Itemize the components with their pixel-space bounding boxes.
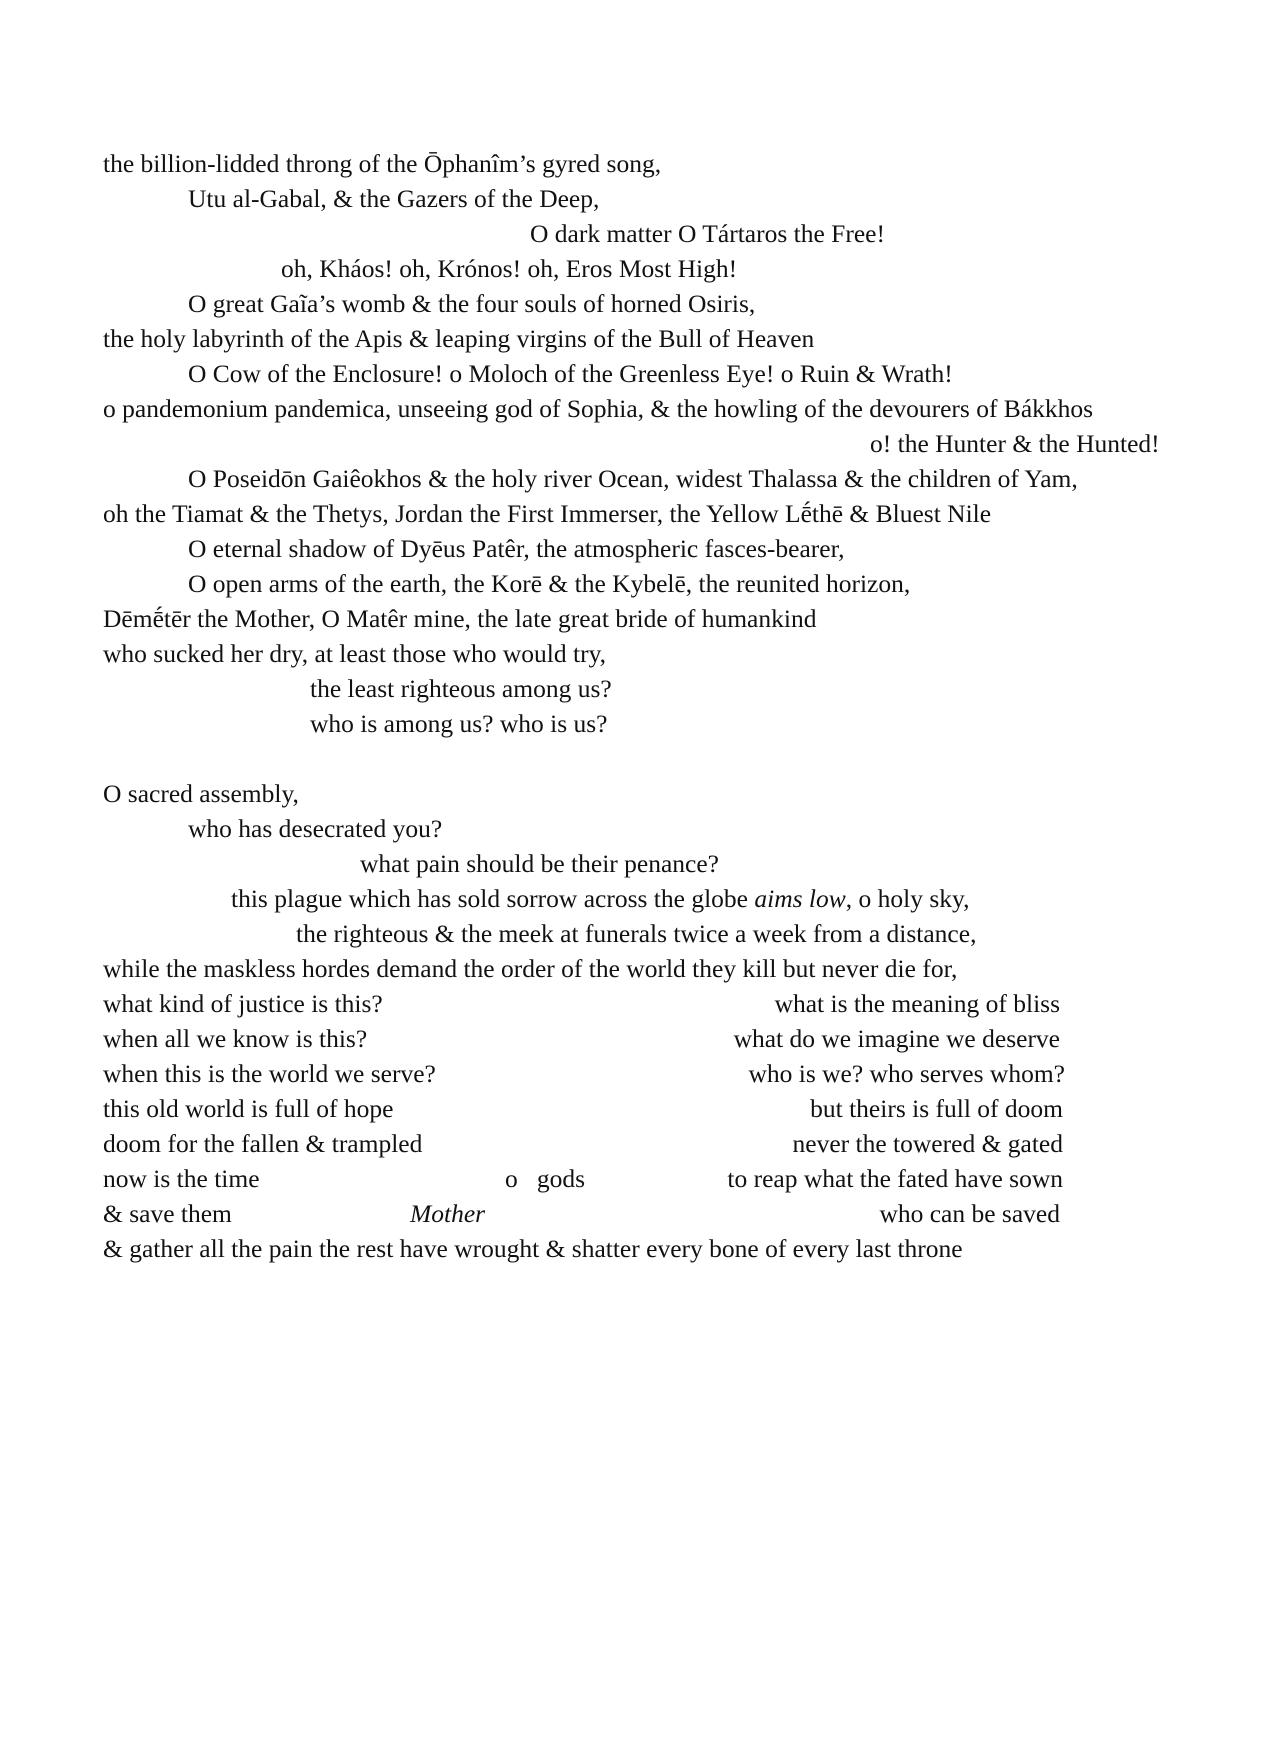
poem-left-column-line: now is the time <box>103 1164 260 1193</box>
poem-middle-word: Mother <box>410 1199 486 1228</box>
poem-line: & gather all the pain the rest have wrought & shatter every bone of every last throne <box>103 1234 963 1263</box>
poem-text: this plague which has sold sorrow across the globe <box>231 884 755 913</box>
poem-right-column-line: but theirs is full of doom <box>810 1094 1063 1123</box>
poem-line <box>231 882 970 916</box>
poem-line: O open arms of the earth, the Korē & the Kybelē, the reunited horizon, <box>188 569 911 598</box>
poem-left-column-line: what kind of justice is this? <box>103 989 383 1018</box>
poem-right-column-line: what is the meaning of bliss <box>774 989 1060 1018</box>
poem-line: o pandemonium pandemica, unseeing god of Sophia, & the howling of the devourers of Bákkhos <box>103 394 1094 423</box>
poem-line: what pain should be their penance? <box>360 849 719 878</box>
poem-right-column-line: who can be saved <box>879 1199 1060 1228</box>
poem-line: the holy labyrinth of the Apis & leaping virgins of the Bull of Heaven <box>103 324 815 353</box>
poem-middle-word: o gods <box>505 1164 586 1193</box>
poem-right-column-line: never the towered & gated <box>792 1129 1063 1158</box>
poem-line: O great Gaĩa’s womb & the four souls of horned Osiris, <box>188 289 756 318</box>
poem-line: O sacred assembly, <box>103 779 299 808</box>
poem-line: Utu al-Gabal, & the Gazers of the Deep, <box>188 184 600 213</box>
poem-italic-text: aims low <box>754 884 846 913</box>
poem-line: who has desecrated you? <box>188 814 443 843</box>
poem-line: the least righteous among us? <box>310 674 612 703</box>
poem-right-column-line: what do we imagine we deserve <box>733 1024 1060 1053</box>
poem-left-column-line: when this is the world we serve? <box>103 1059 436 1088</box>
poem-line: o! the Hunter & the Hunted! <box>870 429 1160 458</box>
poem-right-column-line: to reap what the fated have sown <box>727 1164 1063 1193</box>
poem-right-column-line: who is we? who serves whom? <box>748 1059 1065 1088</box>
poem-line: O Poseidōn Gaiêokhos & the holy river Ocean, widest Thalassa & the children of Yam, <box>188 464 1078 493</box>
poem-left-column-line: when all we know is this? <box>103 1024 368 1053</box>
poem-line: who is among us? who is us? <box>310 709 608 738</box>
poem-line: O eternal shadow of Dyēus Patêr, the atmospheric fasces-bearer, <box>188 534 845 563</box>
poem-line: oh the Tiamat & the Thetys, Jordan the First Immerser, the Yellow Lḗthē & Bluest Nile <box>103 499 992 528</box>
poem-line: Dēmḗtēr the Mother, O Matêr mine, the late great bride of humankind <box>103 604 817 633</box>
poem-line: who sucked her dry, at least those who would try, <box>103 639 607 668</box>
poem-line: the righteous & the meek at funerals twice a week from a distance, <box>296 919 977 948</box>
poem-line: O Cow of the Enclosure! o Moloch of the Greenless Eye! o Ruin & Wrath! <box>188 359 953 388</box>
poem-text: , o holy sky, <box>845 884 970 913</box>
poem-line: oh, Kháos! oh, Krónos! oh, Eros Most High! <box>281 254 738 283</box>
poem-left-column-line: & save them <box>103 1199 232 1228</box>
poem-left-column-line: this old world is full of hope <box>103 1094 394 1123</box>
poem-line: O dark matter O Tártaros the Free! <box>530 219 885 248</box>
poem-left-column-line: doom for the fallen & trampled <box>103 1129 423 1158</box>
poem-line: while the maskless hordes demand the order of the world they kill but never die for, <box>103 954 958 983</box>
poem-line: the billion-lidded throng of the Ōphanîm’s gyred song, <box>103 149 662 178</box>
